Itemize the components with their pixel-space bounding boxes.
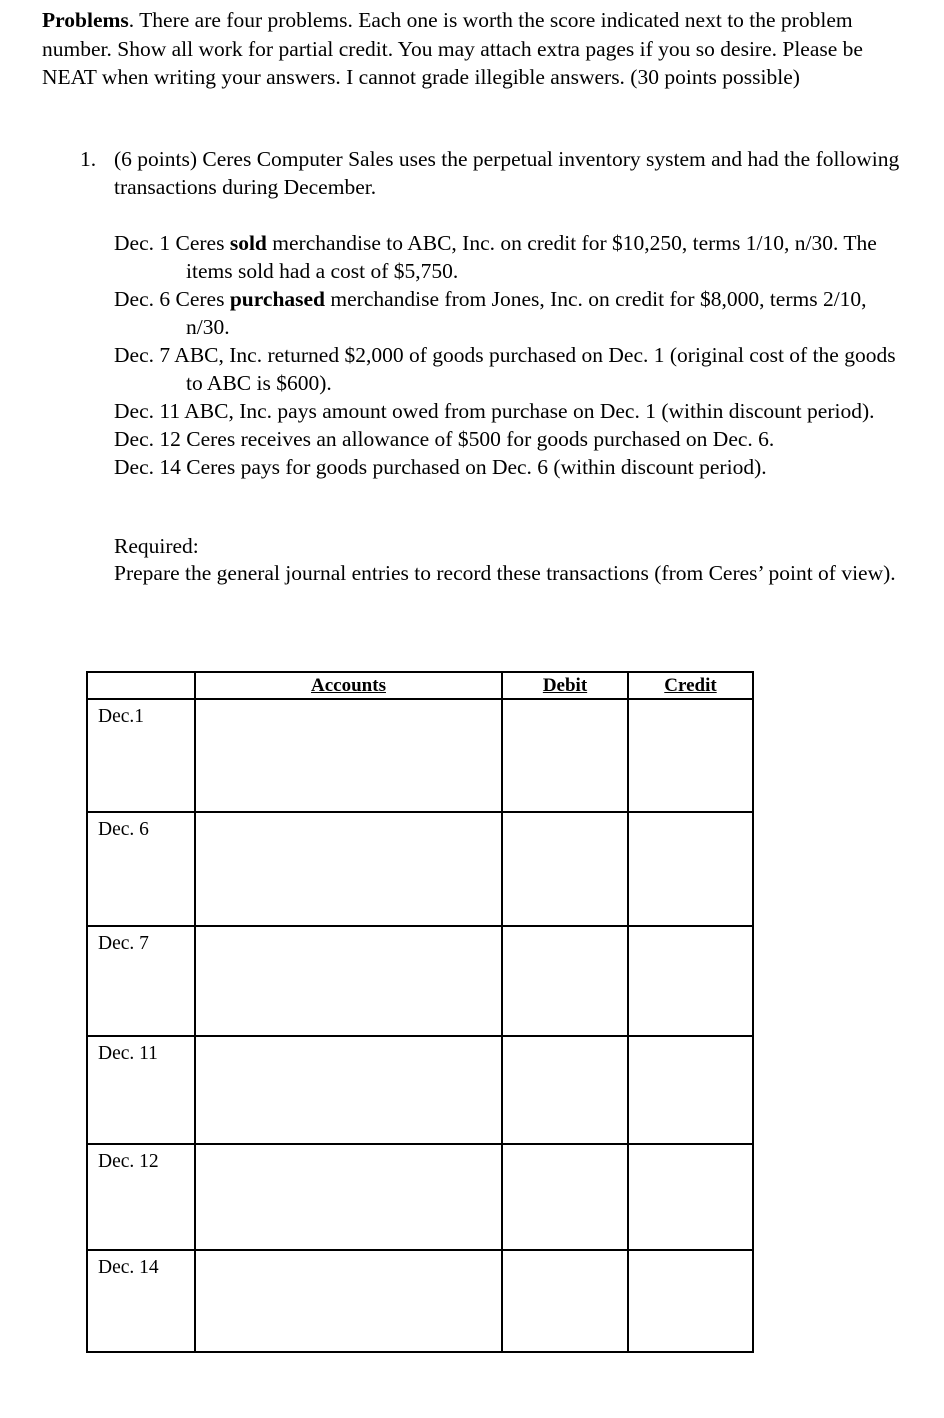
journal-table	[86, 671, 754, 1353]
accounts-cell[interactable]	[195, 1036, 502, 1144]
header-credit: Credit	[628, 672, 753, 699]
debit-cell[interactable]	[502, 1250, 628, 1352]
journal-row	[87, 926, 753, 1036]
debit-cell[interactable]	[502, 699, 628, 812]
transaction-dec-1: Dec. 1 Ceres sold merchandise to ABC, Inc. on credit for $10,250, terms 1/10, n/30. The items sold had a cost of $5,750.	[114, 231, 877, 283]
row-date: Dec.1	[87, 699, 195, 812]
accounts-cell[interactable]	[195, 812, 502, 926]
instructions-paragraph	[42, 6, 922, 92]
credit-cell[interactable]	[628, 1144, 753, 1250]
row-date: Dec. 7	[87, 926, 195, 1036]
journal-row	[87, 812, 753, 926]
journal-row	[87, 1144, 753, 1250]
journal-row	[87, 1250, 753, 1352]
transaction-dec-11: Dec. 11 ABC, Inc. pays amount owed from purchase on Dec. 1 (within discount period).	[114, 399, 875, 423]
debit-cell[interactable]	[502, 1144, 628, 1250]
credit-cell[interactable]	[628, 699, 753, 812]
required-label: Required:	[114, 534, 199, 558]
journal-header-row	[87, 672, 753, 699]
accounts-cell[interactable]	[195, 699, 502, 812]
problem-number: 1.	[80, 147, 97, 171]
row-date: Dec. 12	[87, 1144, 195, 1250]
header-debit: Debit	[502, 672, 628, 699]
credit-cell[interactable]	[628, 1036, 753, 1144]
accounts-cell[interactable]	[195, 1144, 502, 1250]
row-date: Dec. 6	[87, 812, 195, 926]
required-section	[114, 533, 914, 587]
credit-cell[interactable]	[628, 812, 753, 926]
debit-cell[interactable]	[502, 926, 628, 1036]
journal-row	[87, 699, 753, 812]
transaction-dec-12: Dec. 12 Ceres receives an allowance of $500 for goods purchased on Dec. 6.	[114, 427, 775, 451]
debit-cell[interactable]	[502, 812, 628, 926]
transaction-dec-14: Dec. 14 Ceres pays for goods purchased on Dec. 6 (within discount period).	[114, 455, 767, 479]
transaction-dec-6: Dec. 6 Ceres purchased merchandise from Jones, Inc. on credit for $8,000, terms 2/10, n/30.	[114, 287, 867, 339]
row-date: Dec. 11	[87, 1036, 195, 1144]
transactions-list	[114, 229, 914, 481]
credit-cell[interactable]	[628, 1250, 753, 1352]
journal-row	[87, 1036, 753, 1144]
transaction-dec-7: Dec. 7 ABC, Inc. returned $2,000 of goods purchased on Dec. 1 (original cost of the goods to ABC is $600).	[114, 343, 896, 395]
accounts-cell[interactable]	[195, 1250, 502, 1352]
instructions-heading: Problems	[42, 8, 129, 32]
problem-statement: (6 points) Ceres Computer Sales uses the perpetual inventory system and had the following transactions during December.	[114, 147, 900, 199]
header-accounts: Accounts	[195, 672, 502, 699]
instructions-text: . There are four problems. Each one is worth the score indicated next to the problem number. Show all work for partial credit. You may attach extra pages if you so desire. Please be NEAT when writing your answers. I cannot grade illegible answers. (30 points possible)	[42, 8, 863, 89]
accounts-cell[interactable]	[195, 926, 502, 1036]
header-date	[87, 672, 195, 699]
required-text: Prepare the general journal entries to record these transactions (from Ceres’ point of view).	[114, 561, 896, 585]
credit-cell[interactable]	[628, 926, 753, 1036]
row-date: Dec. 14	[87, 1250, 195, 1352]
debit-cell[interactable]	[502, 1036, 628, 1144]
